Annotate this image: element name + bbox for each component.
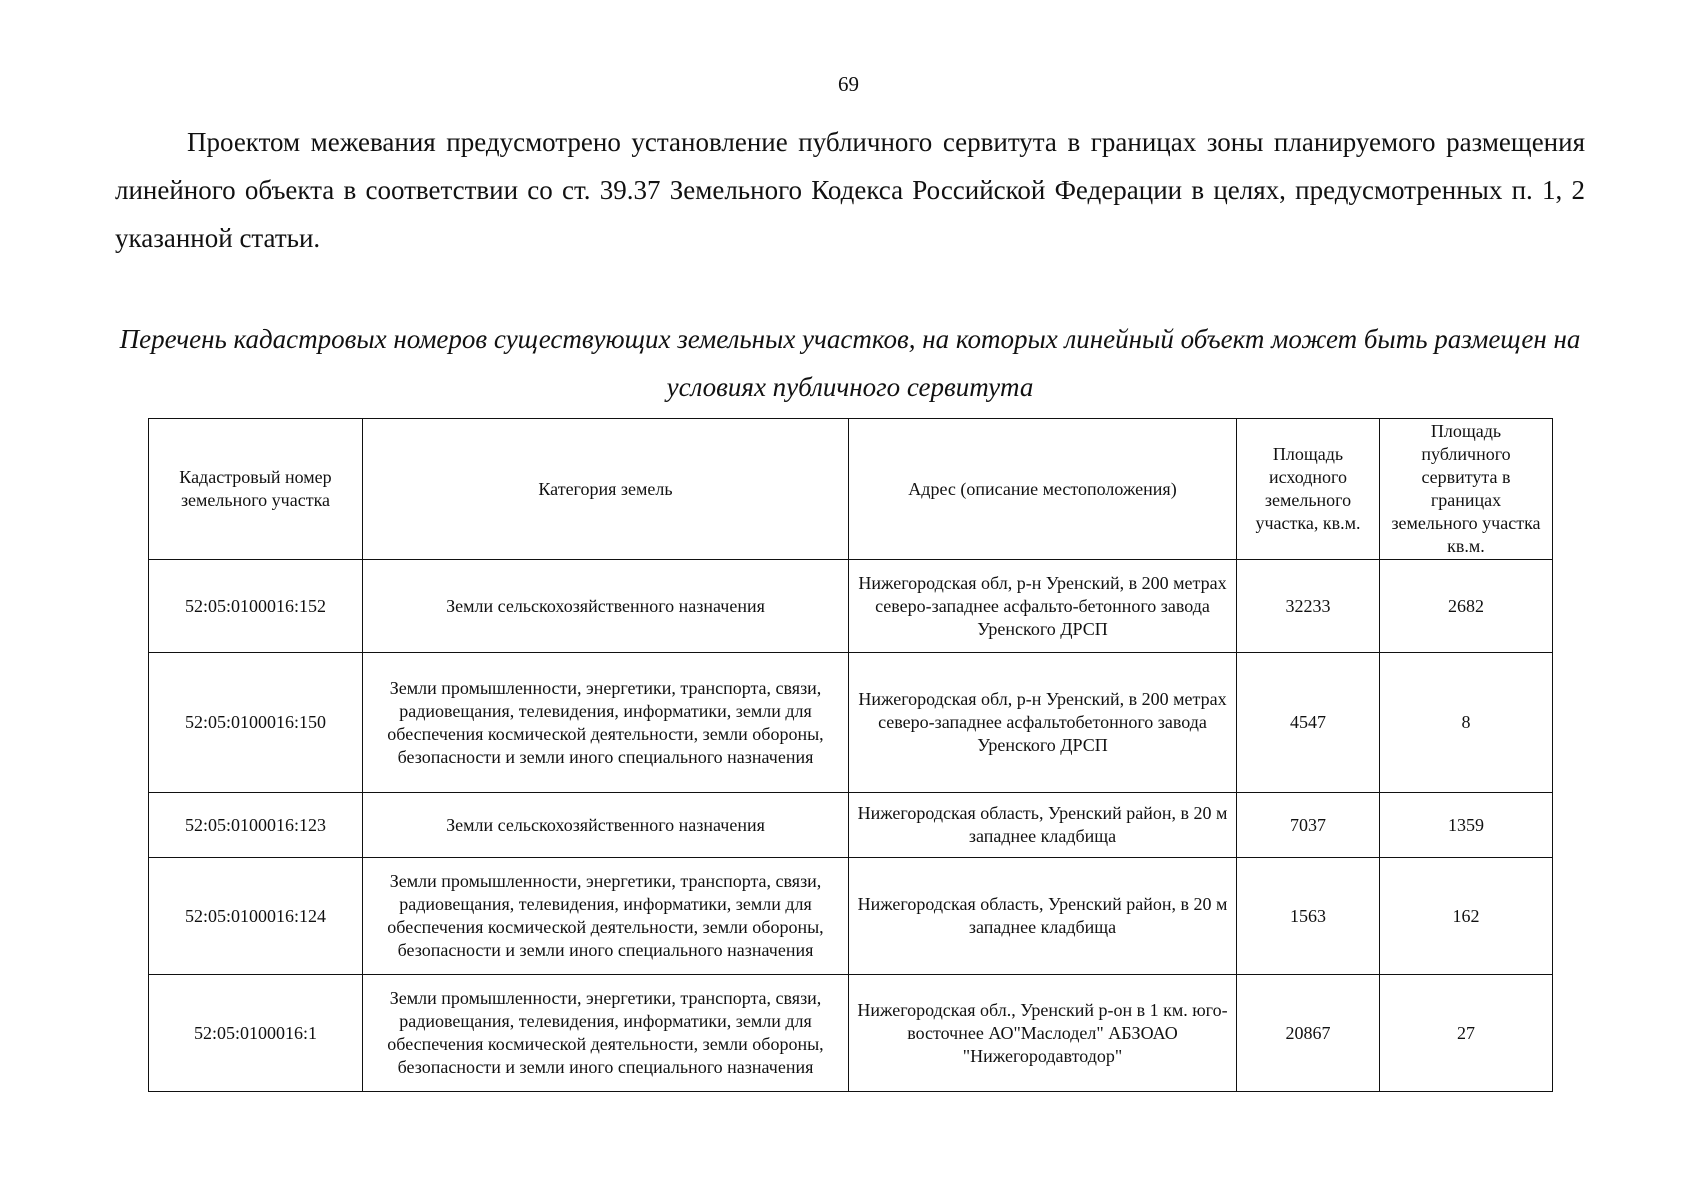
table-row <box>149 560 1553 653</box>
cell-servitude-area: 8 <box>1380 653 1553 793</box>
table-row <box>149 793 1553 858</box>
table-row <box>149 858 1553 975</box>
cell-servitude-area: 162 <box>1380 858 1553 975</box>
header-address: Адрес (описание местоположения) <box>849 419 1237 560</box>
cell-address: Нижегородская область, Уренский район, в 20 м западнее кладбища <box>849 793 1237 858</box>
cell-source-area: 4547 <box>1237 653 1380 793</box>
page-number: 69 <box>838 72 859 96</box>
cell-cadastral: 52:05:0100016:1 <box>149 975 363 1092</box>
cell-source-area: 32233 <box>1237 560 1380 653</box>
cell-address: Нижегородская обл., Уренский р-он в 1 км. юго-восточнее АО"Маслодел" АБЗОАО "Нижегородавтодор" <box>849 975 1237 1092</box>
header-category: Категория земель <box>363 419 849 560</box>
cell-address: Нижегородская обл, р-н Уренский, в 200 метрах северо-западнее асфальто-бетонного завода Уренского ДРСП <box>849 560 1237 653</box>
cell-cadastral: 52:05:0100016:150 <box>149 653 363 793</box>
header-source-area: Площадь исходного земельного участка, кв.м. <box>1237 419 1380 560</box>
intro-paragraph: Проектом межевания предусмотрено установление публичного сервитута в границах зоны планируемого размещения линейного объекта в соответствии со ст. 39.37 Земельного Кодекса Российской Федерации в целях, предусмотренных п. 1, 2 указанной статьи. <box>115 127 1585 253</box>
cell-source-area: 1563 <box>1237 858 1380 975</box>
cell-cadastral: 52:05:0100016:152 <box>149 560 363 653</box>
cell-category: Земли промышленности, энергетики, транспорта, связи, радиовещания, телевидения, информатики, земли для обеспечения космической деятельности, земли обороны, безопасности и земли иного специального назначения <box>363 858 849 975</box>
cell-source-area: 7037 <box>1237 793 1380 858</box>
header-servitude-area: Площадь публичного сервитута в границах земельного участка кв.м. <box>1380 419 1553 560</box>
cell-servitude-area: 2682 <box>1380 560 1553 653</box>
cell-cadastral: 52:05:0100016:123 <box>149 793 363 858</box>
table-row <box>149 653 1553 793</box>
cell-cadastral: 52:05:0100016:124 <box>149 858 363 975</box>
cadastral-plots-table <box>148 418 1553 1092</box>
header-cadastral: Кадастровый номер земельного участка <box>149 419 363 560</box>
table-row <box>149 975 1553 1092</box>
table-header-row <box>149 419 1553 560</box>
cell-servitude-area: 27 <box>1380 975 1553 1092</box>
cell-address: Нижегородская обл, р-н Уренский, в 200 метрах северо-западнее асфальтобетонного завода Уренского ДРСП <box>849 653 1237 793</box>
cell-category: Земли промышленности, энергетики, транспорта, связи, радиовещания, телевидения, информатики, земли для обеспечения космической деятельности, земли обороны, безопасности и земли иного специального назначения <box>363 653 849 793</box>
cell-address: Нижегородская область, Уренский район, в 20 м западнее кладбища <box>849 858 1237 975</box>
cell-category: Земли промышленности, энергетики, транспорта, связи, радиовещания, телевидения, информатики, земли для обеспечения космической деятельности, земли обороны, безопасности и земли иного специального назначения <box>363 975 849 1092</box>
cell-source-area: 20867 <box>1237 975 1380 1092</box>
cell-category: Земли сельскохозяйственного назначения <box>363 560 849 653</box>
cell-servitude-area: 1359 <box>1380 793 1553 858</box>
cell-category: Земли сельскохозяйственного назначения <box>363 793 849 858</box>
table-caption: Перечень кадастровых номеров существующих земельных участков, на которых линейный объект может быть размещен на условиях публичного сервитута <box>119 324 1581 402</box>
